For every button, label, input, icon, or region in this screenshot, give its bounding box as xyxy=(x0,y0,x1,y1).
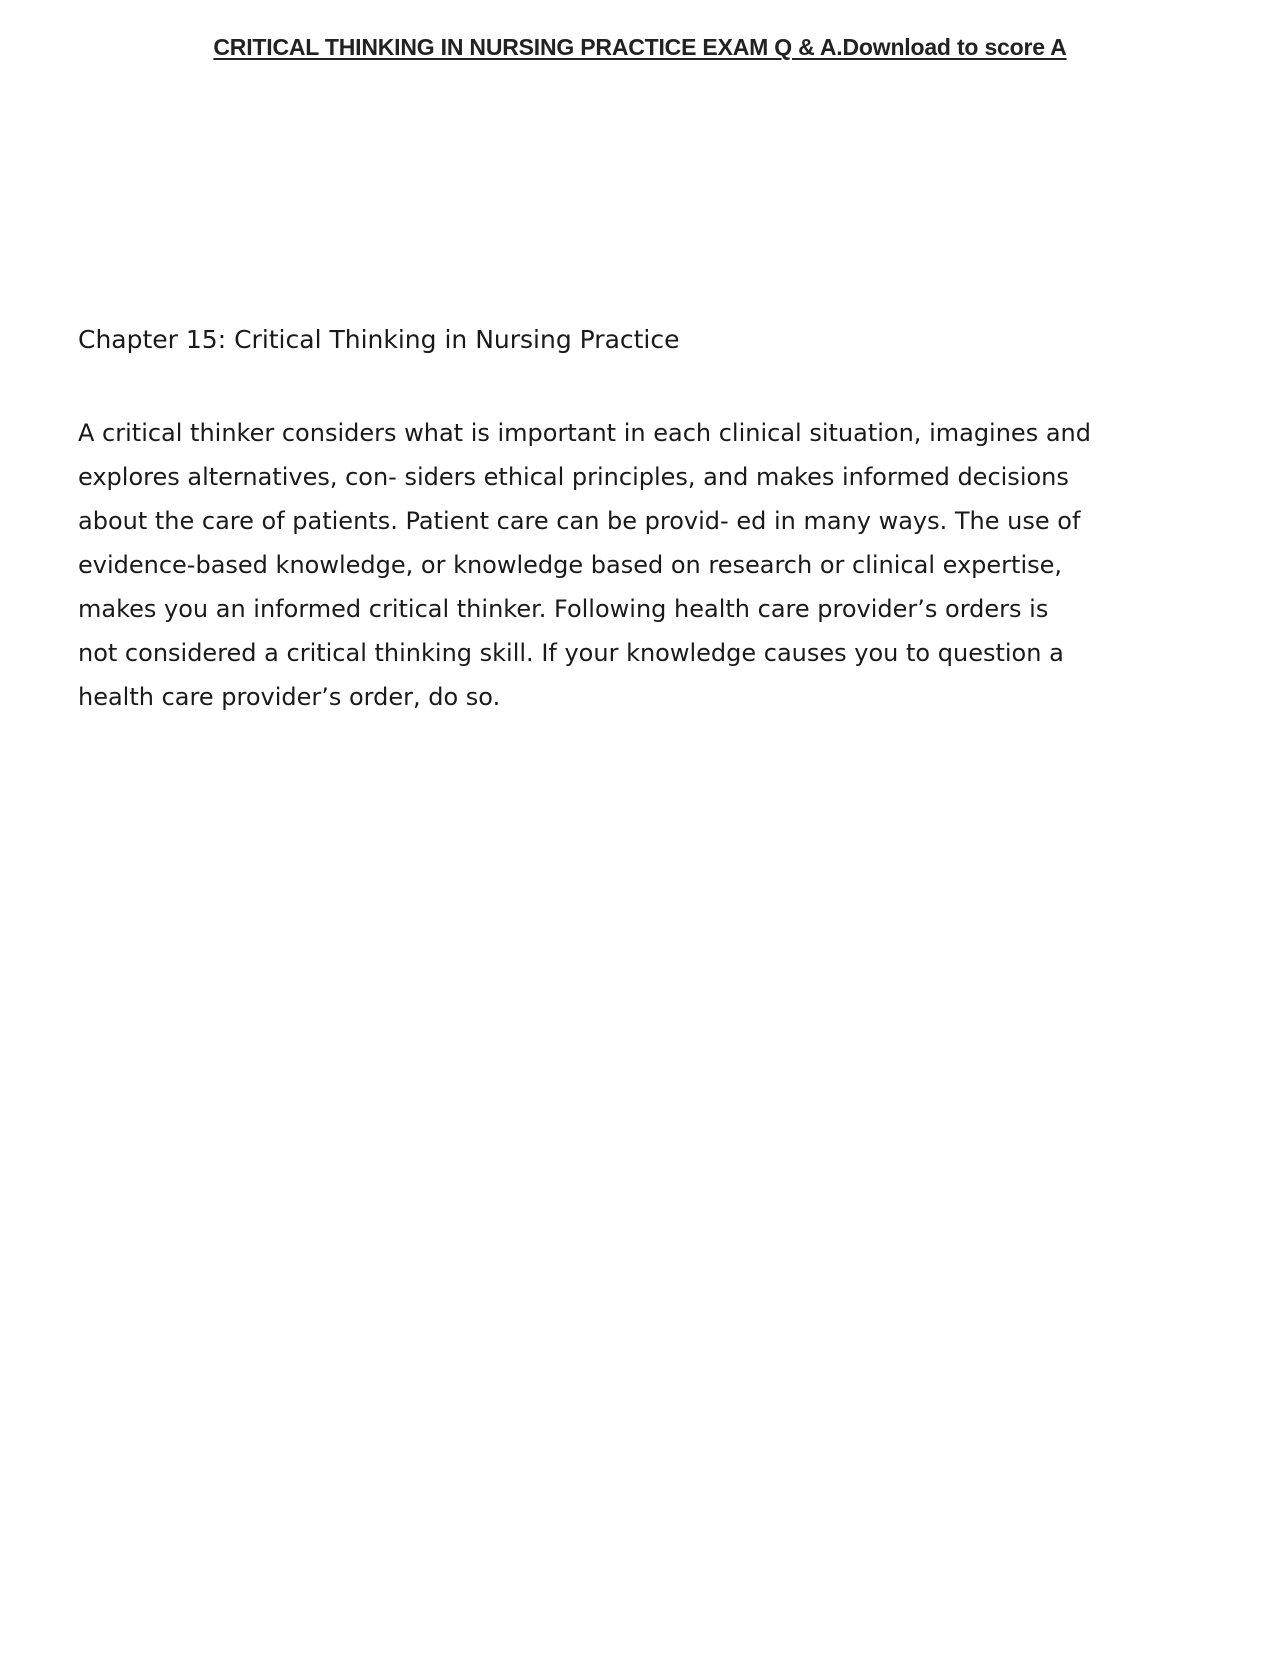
document-header-title: CRITICAL THINKING IN NURSING PRACTICE EXAM Q & A.Download to score A xyxy=(213,34,1067,60)
paragraph-line: explores alternatives, con- siders ethical principles, and makes informed decisions xyxy=(78,463,1069,491)
chapter-title: Chapter 15: Critical Thinking in Nursing Practice xyxy=(78,325,680,354)
body-paragraph xyxy=(78,411,1208,719)
paragraph-line: not considered a critical thinking skill. If your knowledge causes you to question a xyxy=(78,639,1064,667)
paragraph-line: health care provider’s order, do so. xyxy=(78,683,501,711)
paragraph-line: A critical thinker considers what is important in each clinical situation, imagines and xyxy=(78,419,1091,447)
paragraph-line: makes you an informed critical thinker. Following health care provider’s orders is xyxy=(78,595,1049,623)
paragraph-line: evidence-based knowledge, or knowledge based on research or clinical expertise, xyxy=(78,551,1063,579)
paragraph-line: about the care of patients. Patient care can be provid- ed in many ways. The use of xyxy=(78,507,1081,535)
